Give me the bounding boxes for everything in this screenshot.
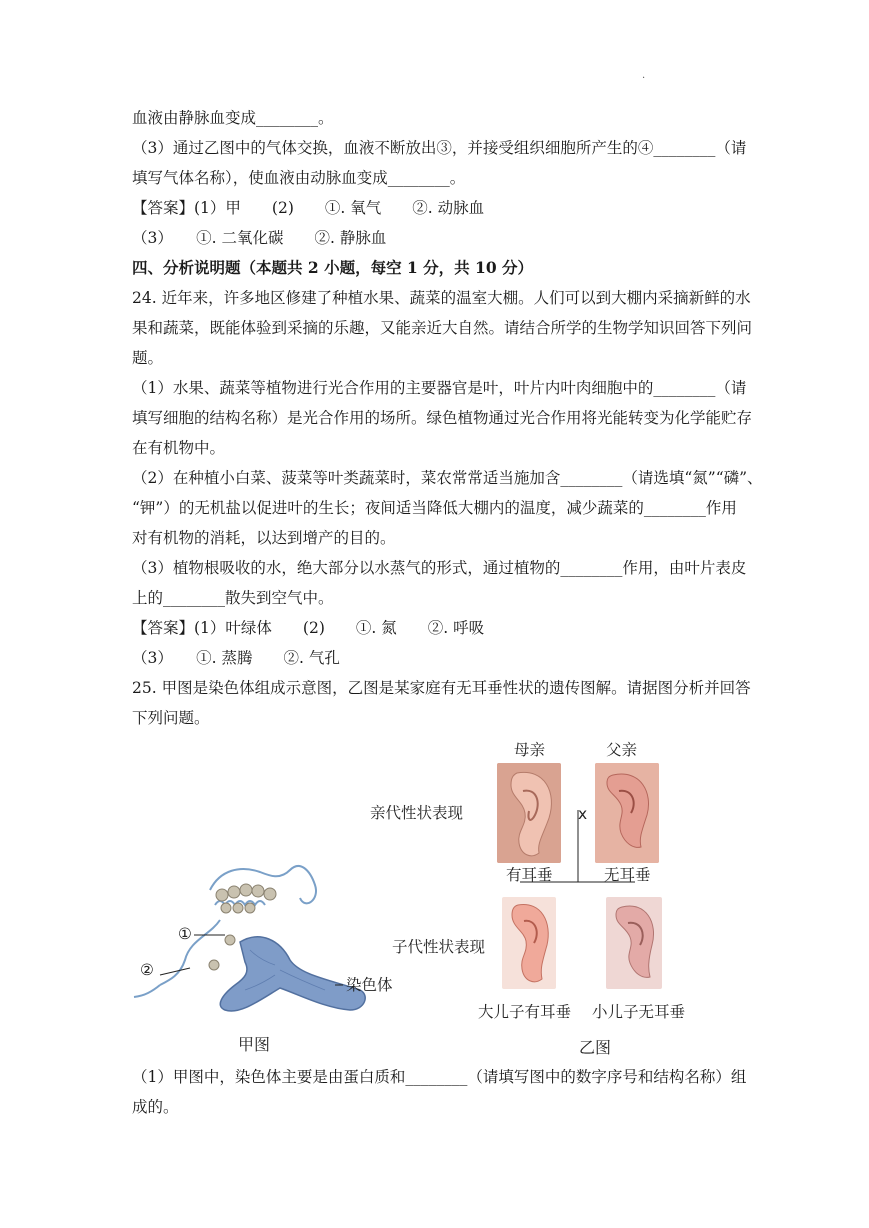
text-line: （3）植物根吸收的水，绝大部分以水蒸气的形式，通过植物的________作用，由叶片表皮: [132, 559, 747, 577]
son2-trait-label: 小儿子无耳垂: [592, 1003, 686, 1021]
answer-line: 【答案】(1）甲 (2) ①. 氧气 ②. 动脉血: [132, 199, 485, 217]
inheritance-lines: [490, 810, 670, 910]
parent-row-label: 亲代性状表现: [370, 804, 464, 822]
question-figure: [130, 735, 740, 1060]
figure-jia-caption: 甲图: [238, 1035, 271, 1054]
text-line: （1）甲图中，染色体主要是由蛋白质和________（请填写图中的数字序号和结构名称）组: [132, 1068, 747, 1086]
chromosome-label: 染色体: [346, 976, 393, 994]
text-line: 填写气体名称），使血液由动脉血变成________。: [132, 169, 466, 187]
figure-yi-caption: 乙图: [579, 1038, 612, 1057]
answer-line: （3） ①. 二氧化碳 ②. 静脉血: [132, 229, 387, 247]
child-row-label: 子代性状表现: [392, 938, 486, 956]
father-label: 父亲: [606, 741, 638, 759]
section-heading: 四、分析说明题（本题共 2 小题，每空 1 分，共 10 分）: [132, 258, 534, 277]
text-line: 在有机物中。: [132, 439, 226, 457]
question-25: 25. 甲图是染色体组成示意图，乙图是某家庭有无耳垂性状的遗传图解。请据图分析并回答: [132, 679, 751, 697]
text-line: 下列问题。: [132, 709, 210, 727]
text-line: 果和蔬菜，既能体验到采摘的乐趣，又能亲近大自然。请结合所学的生物学知识回答下列问: [132, 319, 753, 337]
text-line: 题。: [132, 349, 164, 367]
answer-line: （3） ①. 蒸腾 ②. 气孔: [132, 649, 340, 667]
marker-2: ②: [140, 961, 154, 979]
son1-trait-label: 大儿子有耳垂: [478, 1003, 572, 1021]
text-line: 上的________散失到空气中。: [132, 589, 334, 607]
father-trait-label: 无耳垂: [604, 866, 651, 884]
text-line: （3）通过乙图中的气体交换，血液不断放出③，并接受组织细胞所产生的④________（请: [132, 139, 747, 157]
text-line: 对有机物的消耗，以达到增产的目的。: [132, 529, 396, 547]
text-line: “钾”）的无机盐以促进叶的生长；夜间适当降低大棚内的温度，减少蔬菜的________作用: [132, 499, 737, 517]
son2-ear-image: [606, 897, 662, 989]
son1-ear-image: [502, 897, 556, 989]
question-24: 24. 近年来，许多地区修建了种植水果、蔬菜的温室大棚。人们可以到大棚内采摘新鲜的水: [132, 289, 751, 307]
text-line: （2）在种植小白菜、菠菜等叶类蔬菜时，菜农常常适当施加含________（请选填“氮”“磷”、: [132, 469, 763, 487]
text-line: （1）水果、蔬菜等植物进行光合作用的主要器官是叶，叶片内叶肉细胞中的________（请: [132, 379, 747, 397]
text-line: 填写细胞的结构名称）是光合作用的场所。绿色植物通过光合作用将光能转变为化学能贮存: [132, 409, 753, 427]
cross-symbol: x: [578, 805, 588, 823]
answer-line: 【答案】(1）叶绿体 (2) ①. 氮 ②. 呼吸: [132, 619, 485, 637]
text-line: 血液由静脉血变成________。: [132, 109, 334, 127]
mother-trait-label: 有耳垂: [506, 866, 553, 884]
chromosome-diagram: [130, 850, 420, 1030]
mother-label: 母亲: [514, 741, 546, 759]
text-line: 成的。: [132, 1098, 179, 1116]
marker-1: ①: [178, 925, 192, 943]
page-mark: .: [642, 70, 646, 81]
